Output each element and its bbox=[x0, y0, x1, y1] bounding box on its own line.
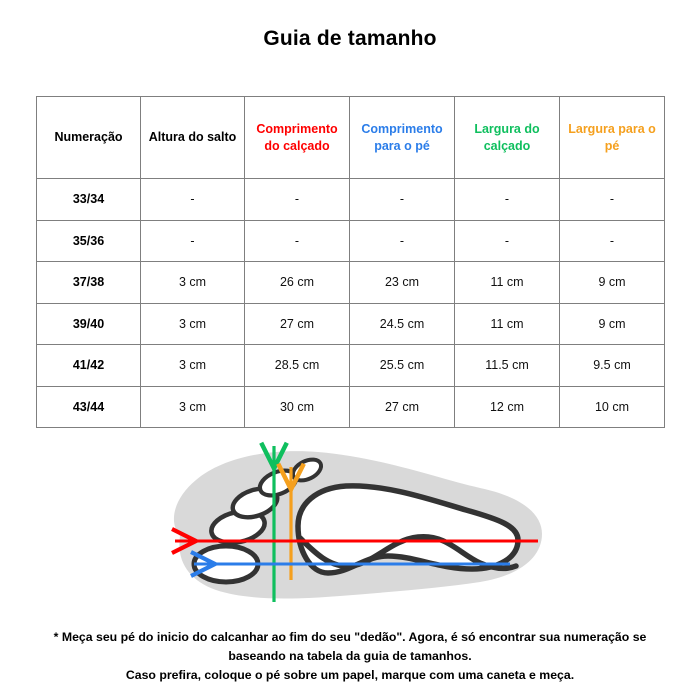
cell-shoe-width: 11 cm bbox=[455, 303, 560, 345]
cell-shoe-width: 12 cm bbox=[455, 386, 560, 428]
cell-shoe-width: 11 cm bbox=[455, 262, 560, 304]
cell-shoe-length: - bbox=[245, 179, 350, 221]
cell-foot-length: 27 cm bbox=[350, 386, 455, 428]
cell-heel-height: 3 cm bbox=[141, 262, 245, 304]
cell-size: 37/38 bbox=[37, 262, 141, 304]
cell-size: 39/40 bbox=[37, 303, 141, 345]
cell-size: 41/42 bbox=[37, 345, 141, 387]
page-title: Guia de tamanho bbox=[263, 27, 437, 50]
cell-size: 33/34 bbox=[37, 179, 141, 221]
table-row bbox=[37, 303, 665, 345]
cell-foot-width: 9.5 cm bbox=[560, 345, 665, 387]
cell-foot-width: 9 cm bbox=[560, 262, 665, 304]
cell-foot-width: - bbox=[560, 220, 665, 262]
cell-heel-height: 3 cm bbox=[141, 345, 245, 387]
table-header bbox=[37, 97, 665, 179]
table-row bbox=[37, 386, 665, 428]
column-header-numeracao: Numeração bbox=[37, 97, 141, 179]
note-line-1: * Meça seu pé do inicio do calcanhar ao fim do seu "dedão". Agora, é só encontrar sua numeração se bbox=[53, 630, 647, 644]
cell-shoe-length: - bbox=[245, 220, 350, 262]
foot-measurement-diagram bbox=[150, 430, 560, 620]
column-header-largura-para-o-pe: Largura para o pé bbox=[560, 97, 665, 179]
column-header-largura-do-calcado: Largura do calçado bbox=[455, 97, 560, 179]
cell-heel-height: - bbox=[141, 179, 245, 221]
cell-heel-height: - bbox=[141, 220, 245, 262]
cell-foot-length: 25.5 cm bbox=[350, 345, 455, 387]
table-header-row bbox=[37, 97, 665, 179]
cell-foot-width: 9 cm bbox=[560, 303, 665, 345]
table-row bbox=[37, 262, 665, 304]
cell-foot-width: 10 cm bbox=[560, 386, 665, 428]
cell-shoe-width: 11.5 cm bbox=[455, 345, 560, 387]
cell-size: 35/36 bbox=[37, 220, 141, 262]
column-header-comprimento-para-o-pe: Comprimento para o pé bbox=[350, 97, 455, 179]
cell-shoe-width: - bbox=[455, 220, 560, 262]
cell-foot-length: 24.5 cm bbox=[350, 303, 455, 345]
cell-foot-width: - bbox=[560, 179, 665, 221]
cell-foot-length: - bbox=[350, 220, 455, 262]
cell-heel-height: 3 cm bbox=[141, 303, 245, 345]
measurement-instructions bbox=[18, 628, 682, 685]
cell-heel-height: 3 cm bbox=[141, 386, 245, 428]
table-row bbox=[37, 345, 665, 387]
note-line-3: Caso prefira, coloque o pé sobre um papel, marque com uma caneta e meça. bbox=[125, 668, 575, 683]
cell-shoe-length: 27 cm bbox=[245, 303, 350, 345]
cell-foot-length: - bbox=[350, 179, 455, 221]
cell-shoe-length: 30 cm bbox=[245, 386, 350, 428]
note-line-2: baseando na tabela da guia de tamanhos. bbox=[228, 649, 472, 664]
table-row bbox=[37, 220, 665, 262]
size-table-container bbox=[36, 96, 664, 428]
cell-shoe-width: - bbox=[455, 179, 560, 221]
size-table bbox=[36, 96, 665, 428]
table-body bbox=[37, 179, 665, 428]
cell-shoe-length: 28.5 cm bbox=[245, 345, 350, 387]
cell-foot-length: 23 cm bbox=[350, 262, 455, 304]
column-header-comprimento-do-calcado: Comprimento do calçado bbox=[245, 97, 350, 179]
cell-shoe-length: 26 cm bbox=[245, 262, 350, 304]
column-header-altura-do-salto: Altura do salto bbox=[141, 97, 245, 179]
cell-size: 43/44 bbox=[37, 386, 141, 428]
table-row bbox=[37, 179, 665, 221]
